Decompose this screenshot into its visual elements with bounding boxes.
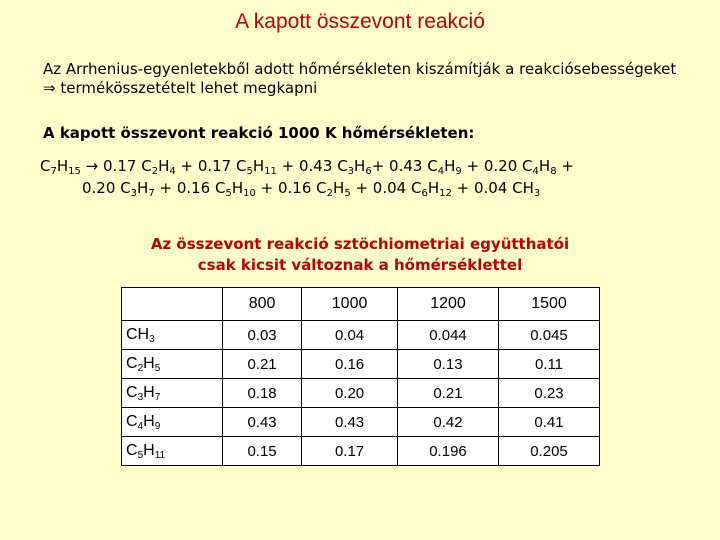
- reaction-subheading: A kapott összevont reakció 1000 K hőmérsékleten:: [43, 124, 475, 142]
- coefficient-cell: 0.11: [498, 350, 599, 379]
- term-coefficient: 0.43: [299, 157, 333, 175]
- products-line-1: [103, 157, 574, 175]
- column-header-temperature: 1000: [302, 288, 398, 321]
- reaction-line-1: [40, 155, 700, 177]
- lumped-reaction: [40, 155, 700, 199]
- reaction-term: [299, 157, 389, 175]
- coefficient-cell: 0.23: [498, 379, 599, 408]
- implies-arrow-icon: ⇒: [43, 79, 56, 97]
- table-row: [122, 437, 600, 466]
- coefficient-cell: 0.43: [302, 408, 398, 437]
- formula: $C_3H_6$: [337, 157, 372, 177]
- term-separator: +: [154, 179, 177, 197]
- coefficient-cell: 0.15: [223, 437, 302, 466]
- table-row: [122, 379, 600, 408]
- temperature-note: [0, 234, 720, 276]
- coefficient-cell: 0.044: [398, 321, 499, 350]
- reaction-term: [177, 179, 278, 197]
- term-coefficient: 0.04: [473, 179, 508, 197]
- term-separator: +: [255, 179, 278, 197]
- species-cell: [122, 350, 223, 379]
- coefficient-cell: 0.21: [398, 379, 499, 408]
- table-row: [122, 408, 600, 437]
- species-cell: [122, 408, 223, 437]
- page-title: A kapott összevont reakció: [235, 10, 485, 33]
- term-coefficient: 0.17: [103, 157, 137, 175]
- coefficient-cell: 0.045: [498, 321, 599, 350]
- coefficient-cell: 0.42: [398, 408, 499, 437]
- formula: $C_6H_{12}$: [410, 179, 452, 199]
- term-separator: +: [461, 157, 484, 175]
- reaction-line-2: [40, 177, 700, 199]
- term-coefficient: 0.20: [82, 179, 116, 197]
- formula: $C_2H_4$: [141, 157, 176, 177]
- formula: $C_3H_7$: [120, 179, 155, 199]
- reaction-term: [198, 157, 299, 175]
- coefficient-cell: 0.03: [223, 321, 302, 350]
- coefficient-cell: 0.20: [302, 379, 398, 408]
- column-header-temperature: 1500: [498, 288, 599, 321]
- term-separator: +: [451, 179, 474, 197]
- column-header-temperature: 800: [223, 288, 302, 321]
- note-line-1: Az összevont reakció sztöchiometriai együtthatói: [150, 235, 570, 253]
- coefficient-cell: 0.41: [498, 408, 599, 437]
- term-separator: +: [350, 179, 373, 197]
- reaction-term: [389, 157, 484, 175]
- intro-text: [43, 60, 683, 98]
- species-cell: [122, 321, 223, 350]
- reaction-term: [103, 157, 198, 175]
- intro-part2: termékösszetételt lehet megkapni: [60, 79, 318, 97]
- species-cell: [122, 379, 223, 408]
- coefficient-cell: 0.21: [223, 350, 302, 379]
- table-row: [122, 321, 600, 350]
- term-coefficient: 0.20: [483, 157, 518, 175]
- term-coefficient: 0.16: [277, 179, 312, 197]
- reactant-formula: $C_7H_{15}$: [40, 157, 81, 177]
- reaction-term: [474, 179, 540, 197]
- intro-part1: Az Arrhenius-egyenletekből adott hőmérsékleten kiszámítják a reakciósebességeket: [43, 60, 677, 78]
- coefficient-cell: 0.205: [498, 437, 599, 466]
- reaction-term: [484, 157, 574, 175]
- coefficient-cell: 0.17: [302, 437, 398, 466]
- table-row: [122, 350, 600, 379]
- term-coefficient: 0.17: [197, 157, 232, 175]
- formula: $C_5H_{10}$: [215, 179, 256, 199]
- species-cell: [122, 437, 223, 466]
- formula: $C_5H_{11}$: [126, 442, 166, 461]
- coefficient-cell: 0.43: [223, 408, 302, 437]
- coefficient-table: [121, 287, 600, 466]
- term-coefficient: 0.04: [372, 179, 407, 197]
- note-line-2: csak kicsit változnak a hőmérséklettel: [197, 256, 523, 274]
- column-header-temperature: 1200: [398, 288, 499, 321]
- formula: $C_4H_8$: [522, 157, 557, 177]
- table-corner-cell: [122, 288, 223, 321]
- reaction-arrow-icon: →: [85, 157, 99, 175]
- reaction-term: [373, 179, 474, 197]
- reaction-term: [278, 179, 373, 197]
- coefficient-cell: 0.04: [302, 321, 398, 350]
- formula: $C_2H_5$: [316, 179, 351, 199]
- formula: $C_4H_9$: [126, 413, 161, 432]
- coefficient-cell: 0.18: [223, 379, 302, 408]
- table-header-row: [122, 288, 600, 321]
- term-separator: +: [175, 157, 198, 175]
- coefficient-cell: 0.196: [398, 437, 499, 466]
- term-separator: +: [276, 157, 299, 175]
- formula: $CH_3$: [512, 179, 541, 199]
- formula: $C_2H_5$: [126, 355, 161, 374]
- formula: $C_3H_7$: [126, 384, 161, 403]
- reaction-term: [82, 179, 177, 197]
- formula: $C_5H_{11}$: [236, 157, 277, 177]
- term-separator: +: [556, 157, 574, 175]
- coefficient-cell: 0.16: [302, 350, 398, 379]
- term-coefficient: 0.43: [389, 157, 423, 175]
- formula: $C_4H_9$: [427, 157, 462, 177]
- formula: $CH_3$: [126, 326, 155, 345]
- coefficient-cell: 0.13: [398, 350, 499, 379]
- term-coefficient: 0.16: [176, 179, 211, 197]
- term-separator: +: [371, 157, 390, 175]
